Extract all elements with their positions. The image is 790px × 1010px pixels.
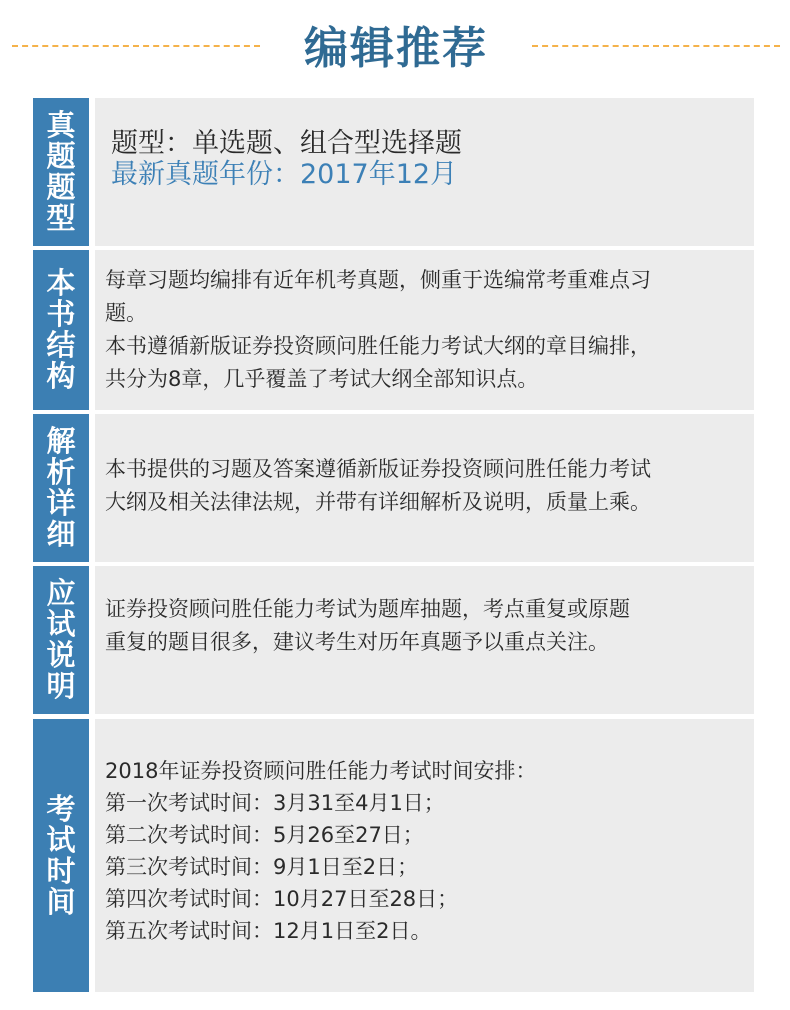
section-content xyxy=(95,250,754,410)
section-content xyxy=(95,414,754,562)
section-label: 本书结构 xyxy=(33,250,89,410)
content-line: 证券投资顾问胜任能力考试为题库抽题，考点重复或原题 xyxy=(105,597,630,621)
section-exam-notes xyxy=(33,566,754,714)
page-title: 编辑推荐 xyxy=(304,23,488,74)
header xyxy=(0,0,790,90)
content-line: 题。 xyxy=(105,301,147,325)
section-detailed-analysis xyxy=(33,414,754,562)
right-dashed-divider xyxy=(532,45,780,47)
content-line: 本书提供的习题及答案遵循新版证券投资顾问胜任能力考试 xyxy=(105,457,651,481)
section-label: 考试时间 xyxy=(33,719,89,992)
question-type-text: 题型：单选题、组合型选择题 xyxy=(111,128,462,159)
left-dashed-divider xyxy=(12,45,260,47)
section-label: 真题题型 xyxy=(33,98,89,246)
section-content xyxy=(95,98,754,246)
section-exam-schedule xyxy=(33,719,754,992)
section-content xyxy=(95,566,754,714)
content-line: 大纲及相关法律法规，并带有详细解析及说明，质量上乘。 xyxy=(105,490,651,514)
schedule-item: 第四次考试时间：10月27日至28日； xyxy=(105,887,459,911)
schedule-item: 第三次考试时间：9月1日至2日； xyxy=(105,855,419,879)
schedule-item: 第一次考试时间：3月31至4月1日； xyxy=(105,791,445,815)
schedule-item: 第二次考试时间：5月26至27日； xyxy=(105,823,424,847)
schedule-item: 第五次考试时间：12月1日至2日。 xyxy=(105,919,432,943)
latest-exam-year-text: 最新真题年份：2017年12月 xyxy=(111,159,458,190)
schedule-heading: 2018年证券投资顾问胜任能力考试时间安排： xyxy=(105,759,537,783)
content-line: 本书遵循新版证券投资顾问胜任能力考试大纲的章目编排， xyxy=(105,334,651,358)
section-content xyxy=(95,719,754,992)
section-label: 解析详细 xyxy=(33,414,89,562)
content-line: 重复的题目很多，建议考生对历年真题予以重点关注。 xyxy=(105,630,609,654)
section-label: 应试说明 xyxy=(33,566,89,714)
section-question-types xyxy=(33,98,754,246)
content-line: 每章习题均编排有近年机考真题，侧重于选编常考重难点习 xyxy=(105,268,651,292)
section-book-structure xyxy=(33,250,754,410)
content-line: 共分为8章，几乎覆盖了考试大纲全部知识点。 xyxy=(105,367,539,391)
